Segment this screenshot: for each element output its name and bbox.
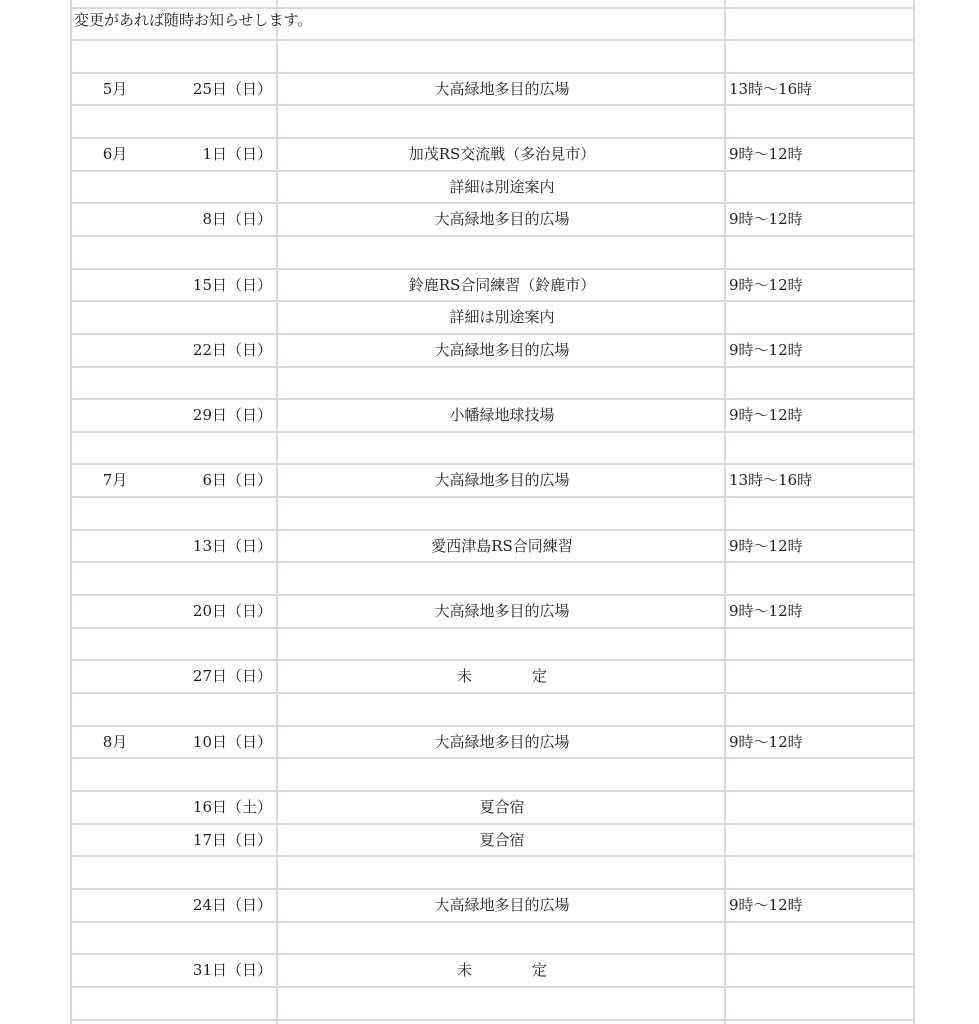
time-cell: 13時〜16時 <box>729 79 813 98</box>
table-row <box>70 399 915 431</box>
place-cell: 詳細は別途案内 <box>449 308 555 327</box>
table-row <box>70 432 915 464</box>
time-cell: 9時〜12時 <box>729 144 803 163</box>
table-row <box>70 922 915 954</box>
table-row <box>70 269 915 301</box>
time-cell: 9時〜12時 <box>729 732 803 751</box>
day-cell: 8日（日） <box>202 210 272 229</box>
table-row <box>70 73 915 105</box>
row-divider <box>70 1019 915 1021</box>
month-cell: 7月 <box>102 471 128 490</box>
table-row <box>70 301 915 333</box>
place-cell: 未 定 <box>456 961 547 980</box>
place-cell: 大高緑地多目的広場 <box>434 895 570 914</box>
table-row <box>70 497 915 529</box>
place-cell: 大高緑地多目的広場 <box>434 79 570 98</box>
day-cell: 24日（日） <box>192 895 272 914</box>
day-cell: 13日（日） <box>192 536 272 555</box>
table-row <box>70 693 915 725</box>
table-row <box>70 791 915 823</box>
table-row <box>70 562 915 594</box>
table-row <box>70 464 915 496</box>
time-cell: 9時〜12時 <box>729 340 803 359</box>
day-cell: 1日（日） <box>202 144 272 163</box>
table-row <box>70 530 915 562</box>
table-row <box>70 758 915 790</box>
schedule-sheet <box>70 0 915 1024</box>
day-cell: 17日（日） <box>192 830 272 849</box>
table-row <box>70 171 915 203</box>
time-cell: 9時〜12時 <box>729 210 803 229</box>
month-cell: 8月 <box>102 732 128 751</box>
day-cell: 29日（日） <box>192 406 272 425</box>
table-row <box>70 40 915 72</box>
place-cell: 大高緑地多目的広場 <box>434 210 570 229</box>
place-cell: 愛西津島RS合同練習 <box>431 536 573 555</box>
place-cell: 夏合宿 <box>479 797 525 816</box>
table-row <box>70 987 915 1019</box>
row-divider <box>70 7 915 9</box>
table-row <box>70 660 915 692</box>
day-cell: 6日（日） <box>202 471 272 490</box>
table-row <box>70 367 915 399</box>
day-cell: 22日（日） <box>192 340 272 359</box>
place-cell: 大高緑地多目的広場 <box>434 340 570 359</box>
day-cell: 15日（日） <box>192 275 272 294</box>
table-row <box>70 889 915 921</box>
place-cell: 小幡緑地球技場 <box>449 406 555 425</box>
time-cell: 9時〜12時 <box>729 275 803 294</box>
place-cell: 大高緑地多目的広場 <box>434 732 570 751</box>
place-cell: 大高緑地多目的広場 <box>434 471 570 490</box>
time-cell: 9時〜12時 <box>729 895 803 914</box>
table-row <box>70 954 915 986</box>
day-cell: 10日（日） <box>192 732 272 751</box>
table-row <box>70 203 915 235</box>
day-cell: 16日（土） <box>192 797 272 816</box>
day-cell: 25日（日） <box>192 79 272 98</box>
table-row <box>70 138 915 170</box>
table-row <box>70 595 915 627</box>
time-cell: 9時〜12時 <box>729 536 803 555</box>
month-cell: 5月 <box>102 79 128 98</box>
time-cell: 9時〜12時 <box>729 406 803 425</box>
table-row <box>70 824 915 856</box>
place-cell: 未 定 <box>456 667 547 686</box>
table-row <box>70 334 915 366</box>
table-row <box>70 236 915 268</box>
place-cell: 鈴鹿RS合同練習（鈴鹿市） <box>408 275 596 294</box>
time-cell: 9時〜12時 <box>729 602 803 621</box>
day-cell: 27日（日） <box>192 667 272 686</box>
place-cell: 夏合宿 <box>479 830 525 849</box>
table-row <box>70 856 915 888</box>
time-cell: 13時〜16時 <box>729 471 813 490</box>
day-cell: 20日（日） <box>192 602 272 621</box>
table-row <box>70 726 915 758</box>
month-cell: 6月 <box>102 144 128 163</box>
table-row <box>70 105 915 137</box>
table-row <box>70 628 915 660</box>
place-cell: 加茂RS交流戦（多治見市） <box>408 144 596 163</box>
notice-text: 変更があれば随時お知らせします。 <box>74 11 313 29</box>
place-cell: 大高緑地多目的広場 <box>434 602 570 621</box>
day-cell: 31日（日） <box>192 961 272 980</box>
place-cell: 詳細は別途案内 <box>449 177 555 196</box>
